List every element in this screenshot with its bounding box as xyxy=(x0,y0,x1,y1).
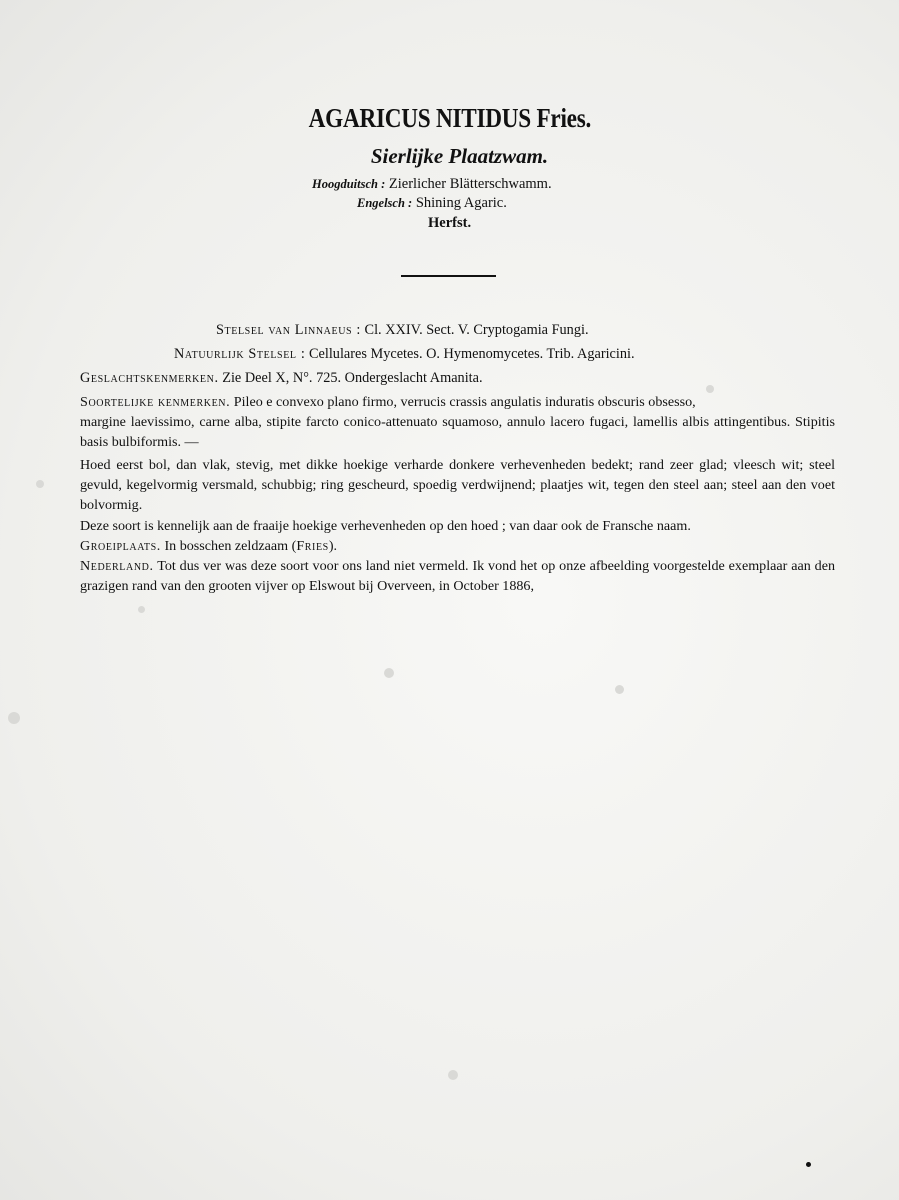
species-first-line xyxy=(80,392,835,412)
vernacular-language: Engelsch : xyxy=(357,196,413,210)
title-author: Fries. xyxy=(536,103,592,133)
title-species-name: AGARICUS NITIDUS xyxy=(308,103,531,133)
species-dutch-description xyxy=(80,455,835,515)
dutch-name: Sierlijke Plaatzwam. xyxy=(370,144,549,168)
separator-rule xyxy=(401,275,496,277)
natural-system-line xyxy=(174,347,635,361)
natural-system-label: Natuurlijk Stelsel : xyxy=(174,346,306,362)
season: Herfst. xyxy=(428,215,472,231)
species-label: Soortelijke kenmerken. xyxy=(80,394,231,410)
genus-label: Geslachtskenmerken. xyxy=(80,370,219,386)
paper-speck xyxy=(138,606,145,613)
species-latin-rest xyxy=(80,412,835,452)
genus-line xyxy=(80,371,483,385)
vernacular-language: Hoogduitsch : xyxy=(312,177,386,191)
ink-dot xyxy=(806,1162,811,1167)
paper-speck xyxy=(8,712,20,724)
linnaeus-system-line xyxy=(216,323,589,337)
paper-speck xyxy=(448,1070,458,1080)
species-title xyxy=(63,103,836,134)
species-latin-rest-text: margine laevissimo, carne alba, stipite farcto conico-attenuato squamoso, annulo lacero fugaci, lamellis albis attingentibus. Stipitis basis bulbiformis. — xyxy=(80,414,835,450)
species-latin-first: Pileo e convexo plano firmo, verrucis crassis angulatis induratis obscuris obsesso, xyxy=(233,394,696,410)
paper-speck xyxy=(384,668,394,678)
vernacular-name: Shining Agaric. xyxy=(415,195,507,211)
vernacular-english xyxy=(357,195,507,212)
netherlands-label: Nederland. xyxy=(80,558,154,574)
vernacular-name: Zierlicher Blätterschwamm. xyxy=(388,176,552,192)
netherlands-paragraph xyxy=(80,556,835,596)
paper-speck xyxy=(36,480,44,488)
genus-text: Zie Deel X, N°. 725. Ondergeslacht Amanita. xyxy=(222,370,483,386)
natural-system-text: Cellulares Mycetes. O. Hymenomycetes. Trib. Agaricini. xyxy=(308,346,635,362)
habitat-text: In bosschen zeldzaam ( xyxy=(164,538,297,554)
habitat-text-end: ). xyxy=(328,538,338,554)
species-note-text: Deze soort is kennelijk aan de fraaije hoekige verhevenheden op den hoed ; van daar ook de Fransche naam. xyxy=(80,518,691,534)
netherlands-text: Tot dus ver was deze soort voor ons land niet vermeld. Ik vond het op onze afbeelding voorgestelde exemplaar aan den grazigen rand van den grooten vijver op Elswout bij Overveen, in October 1886, xyxy=(80,558,835,594)
habitat-label: Groeiplaats. xyxy=(80,538,161,554)
linnaeus-label: Stelsel van Linnaeus : xyxy=(216,322,361,338)
species-note xyxy=(80,516,835,536)
vernacular-german xyxy=(312,176,552,193)
habitat-author: Fries xyxy=(296,538,329,554)
linnaeus-text: Cl. XXIV. Sect. V. Cryptogamia Fungi. xyxy=(364,322,589,338)
paper-speck xyxy=(615,685,624,694)
species-dutch-text: Hoed eerst bol, dan vlak, stevig, met dikke hoekige verharde donkere verhevenheden bedekt; rand zeer glad; vleesch wit; steel gevuld, kegelvormig versmald, schubbig; ring gescheurd, spoedig verdwijnend; plaatjes wit, tegen den steel aan; steel aan den voet bolvormig. xyxy=(80,457,835,513)
habitat-line xyxy=(80,536,835,556)
